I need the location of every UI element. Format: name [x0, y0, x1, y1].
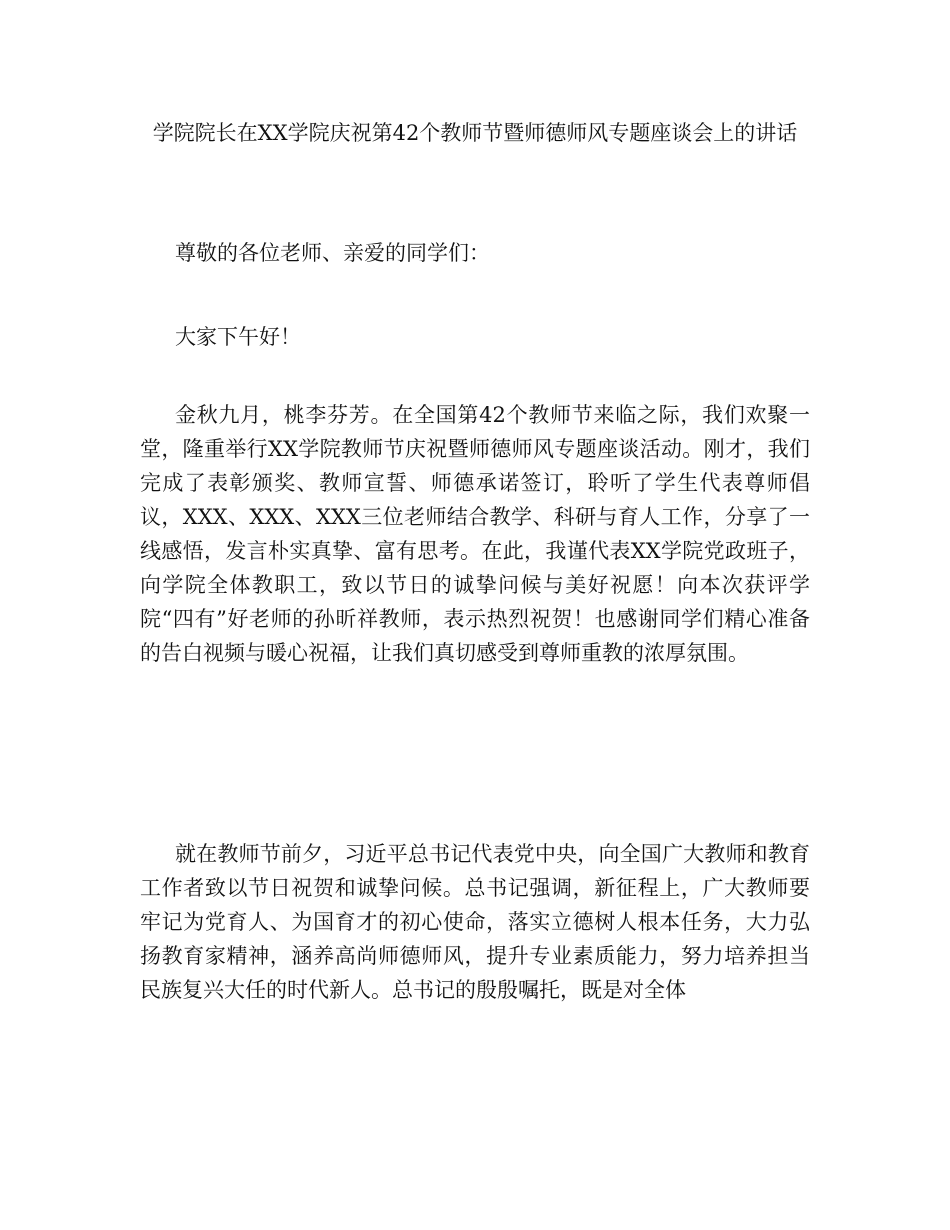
- opening-line: 大家下午好！: [175, 325, 301, 349]
- body-paragraph: 金秋九月，桃李芬芳。在全国第42个教师节来临之际，我们欢聚一堂，隆重举行XX学院教师节庆祝暨师德师风专题座谈活动。刚才，我们完成了表彰颁奖、教师宣誓、师德承诺签订，聆听了学生代表尊师倡议，XXX、XXX、XXX三位老师结合教学、科研与育人工作，分享了一线感悟，发言朴实真挚、富有思考。在此，我谨代表XX学院党政班子，向学院全体教职工，致以节日的诚挚问候与美好祝愿！向本次获评学院“四有”好老师的孙昕祥教师，表示热烈祝贺！也感谢同学们精心准备的告白视频与暖心祝福，让我们真切感受到尊师重教的浓厚氛围。: [140, 403, 810, 665]
- salutation: 尊敬的各位老师、亲爱的同学们：: [175, 241, 490, 265]
- document-title: 学院院长在XX学院庆祝第42个教师节暨师德师风专题座谈会上的讲话: [152, 121, 798, 145]
- body-paragraph: 就在教师节前夕，习近平总书记代表党中央，向全国广大教师和教育工作者致以节日祝贺和诚挚问候。总书记强调，新征程上，广大教师要牢记为党育人、为国育才的初心使命，落实立德树人根本任务，大力弘扬教育家精神，涵养高尚师德师风，提升专业素质能力，努力培养担当民族复兴大任的时代新人。总书记的殷殷嘱托，既是对全体: [140, 842, 810, 1002]
